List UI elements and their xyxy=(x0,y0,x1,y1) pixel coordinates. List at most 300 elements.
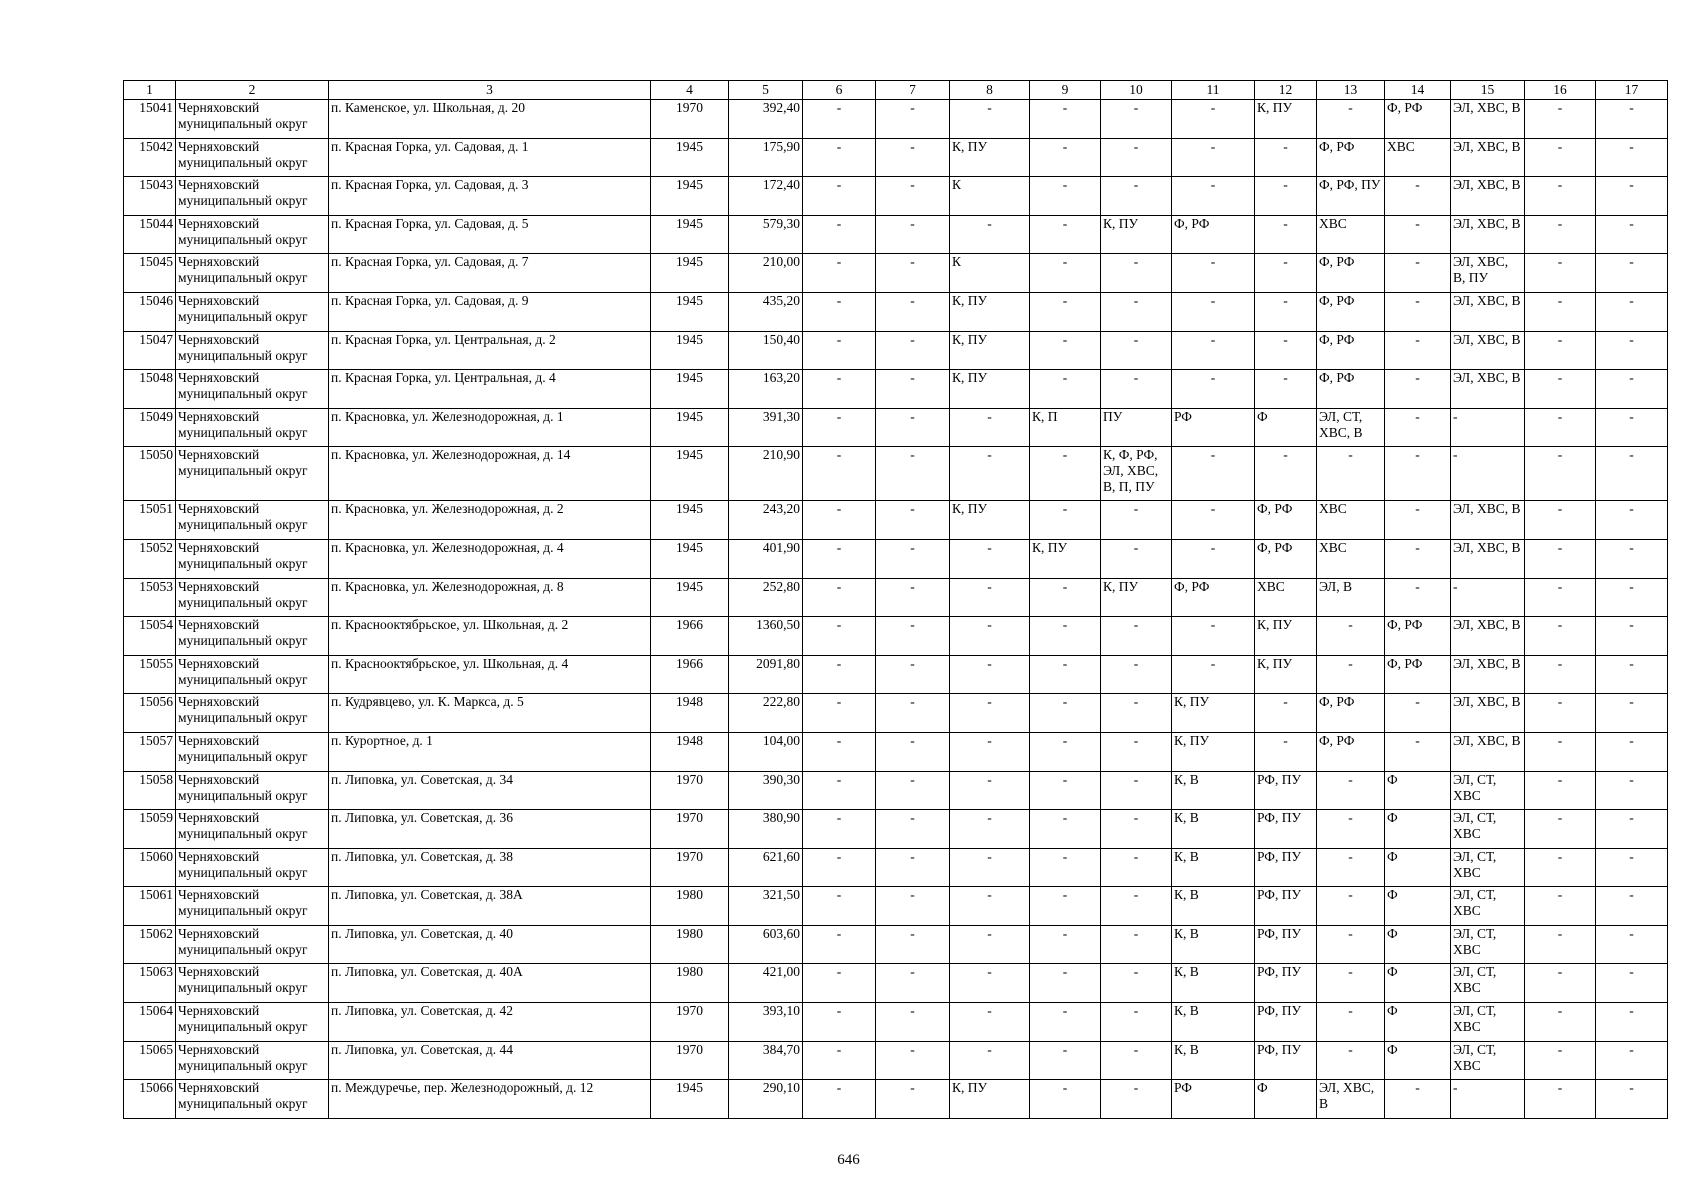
cell-municipality: Черняховский муниципальный округ xyxy=(176,1041,329,1080)
cell-col-17: - xyxy=(1596,694,1668,733)
cell-col-9: - xyxy=(1030,887,1101,926)
cell-area: 150,40 xyxy=(729,331,803,370)
cell-col-8: - xyxy=(950,578,1030,617)
cell-record-number: 15049 xyxy=(124,408,176,447)
cell-col-6: - xyxy=(803,292,876,331)
cell-col-8: - xyxy=(950,810,1030,849)
cell-area: 392,40 xyxy=(729,100,803,139)
cell-col-10: - xyxy=(1101,100,1172,139)
cell-col-14: Ф, РФ xyxy=(1385,617,1451,656)
cell-col-6: - xyxy=(803,138,876,177)
cell-col-8: К, ПУ xyxy=(950,1080,1030,1119)
cell-col-6: - xyxy=(803,964,876,1003)
cell-col-13: Ф, РФ xyxy=(1317,331,1385,370)
cell-col-15: ЭЛ, СТ, ХВС xyxy=(1451,887,1525,926)
cell-record-number: 15055 xyxy=(124,655,176,694)
cell-area: 163,20 xyxy=(729,370,803,409)
cell-address: п. Липовка, ул. Советская, д. 40 xyxy=(329,925,651,964)
cell-col-8: - xyxy=(950,408,1030,447)
cell-col-7: - xyxy=(876,1080,950,1119)
cell-col-7: - xyxy=(876,771,950,810)
cell-municipality: Черняховский муниципальный округ xyxy=(176,1080,329,1119)
cell-col-8: - xyxy=(950,887,1030,926)
cell-col-6: - xyxy=(803,539,876,578)
cell-col-12: - xyxy=(1255,138,1317,177)
cell-area: 390,30 xyxy=(729,771,803,810)
cell-build-year: 1945 xyxy=(651,177,729,216)
cell-col-17: - xyxy=(1596,655,1668,694)
cell-col-12: - xyxy=(1255,177,1317,216)
cell-area: 290,10 xyxy=(729,1080,803,1119)
cell-col-14: - xyxy=(1385,501,1451,540)
cell-record-number: 15063 xyxy=(124,964,176,1003)
cell-col-17: - xyxy=(1596,501,1668,540)
cell-col-9: - xyxy=(1030,501,1101,540)
document-table xyxy=(123,80,1668,1119)
cell-col-11: К, В xyxy=(1172,1003,1255,1042)
column-header: 8 xyxy=(950,81,1030,100)
cell-record-number: 15050 xyxy=(124,447,176,501)
cell-col-6: - xyxy=(803,100,876,139)
cell-col-7: - xyxy=(876,964,950,1003)
cell-col-12: Ф xyxy=(1255,1080,1317,1119)
cell-col-15: ЭЛ, ХВС, В xyxy=(1451,617,1525,656)
cell-municipality: Черняховский муниципальный округ xyxy=(176,887,329,926)
cell-record-number: 15045 xyxy=(124,254,176,293)
cell-col-6: - xyxy=(803,694,876,733)
cell-col-6: - xyxy=(803,447,876,501)
cell-col-17: - xyxy=(1596,617,1668,656)
cell-col-15: ЭЛ, ХВС, В xyxy=(1451,292,1525,331)
cell-record-number: 15060 xyxy=(124,848,176,887)
cell-col-14: - xyxy=(1385,732,1451,771)
cell-address: п. Липовка, ул. Советская, д. 38 xyxy=(329,848,651,887)
cell-col-13: - xyxy=(1317,925,1385,964)
cell-col-13: - xyxy=(1317,100,1385,139)
cell-col-7: - xyxy=(876,732,950,771)
cell-col-11: - xyxy=(1172,539,1255,578)
cell-col-11: - xyxy=(1172,370,1255,409)
cell-col-9: К, П xyxy=(1030,408,1101,447)
cell-col-13: Ф, РФ xyxy=(1317,694,1385,733)
cell-col-9: - xyxy=(1030,1041,1101,1080)
cell-col-17: - xyxy=(1596,925,1668,964)
cell-col-11: К, В xyxy=(1172,810,1255,849)
cell-record-number: 15051 xyxy=(124,501,176,540)
cell-address: п. Красновка, ул. Железнодорожная, д. 2 xyxy=(329,501,651,540)
cell-col-15: - xyxy=(1451,578,1525,617)
cell-col-12: - xyxy=(1255,331,1317,370)
cell-col-10: К, ПУ xyxy=(1101,578,1172,617)
cell-col-11: - xyxy=(1172,292,1255,331)
cell-address: п. Липовка, ул. Советская, д. 36 xyxy=(329,810,651,849)
cell-address: п. Красная Горка, ул. Садовая, д. 9 xyxy=(329,292,651,331)
cell-col-6: - xyxy=(803,732,876,771)
cell-col-16: - xyxy=(1525,1041,1596,1080)
cell-area: 2091,80 xyxy=(729,655,803,694)
cell-col-7: - xyxy=(876,810,950,849)
cell-build-year: 1945 xyxy=(651,578,729,617)
cell-col-11: Ф, РФ xyxy=(1172,578,1255,617)
cell-col-8: - xyxy=(950,925,1030,964)
cell-col-9: - xyxy=(1030,215,1101,254)
cell-col-6: - xyxy=(803,408,876,447)
cell-municipality: Черняховский муниципальный округ xyxy=(176,370,329,409)
table-row xyxy=(124,1003,1668,1042)
table-row xyxy=(124,331,1668,370)
cell-build-year: 1945 xyxy=(651,292,729,331)
cell-col-15: ЭЛ, СТ, ХВС xyxy=(1451,1003,1525,1042)
cell-col-14: Ф xyxy=(1385,1041,1451,1080)
cell-address: п. Красновка, ул. Железнодорожная, д. 1 xyxy=(329,408,651,447)
cell-col-6: - xyxy=(803,655,876,694)
cell-municipality: Черняховский муниципальный округ xyxy=(176,810,329,849)
cell-col-9: - xyxy=(1030,138,1101,177)
column-header: 16 xyxy=(1525,81,1596,100)
cell-municipality: Черняховский муниципальный округ xyxy=(176,1003,329,1042)
cell-col-8: - xyxy=(950,215,1030,254)
cell-build-year: 1980 xyxy=(651,887,729,926)
cell-col-16: - xyxy=(1525,848,1596,887)
table-row xyxy=(124,138,1668,177)
cell-col-11: К, В xyxy=(1172,848,1255,887)
cell-col-17: - xyxy=(1596,810,1668,849)
cell-col-12: - xyxy=(1255,732,1317,771)
cell-municipality: Черняховский муниципальный округ xyxy=(176,215,329,254)
cell-col-7: - xyxy=(876,331,950,370)
cell-address: п. Красная Горка, ул. Центральная, д. 2 xyxy=(329,331,651,370)
table-row xyxy=(124,177,1668,216)
cell-record-number: 15059 xyxy=(124,810,176,849)
cell-col-14: - xyxy=(1385,292,1451,331)
cell-col-9: - xyxy=(1030,1080,1101,1119)
cell-col-15: - xyxy=(1451,1080,1525,1119)
cell-address: п. Красная Горка, ул. Садовая, д. 3 xyxy=(329,177,651,216)
cell-municipality: Черняховский муниципальный округ xyxy=(176,578,329,617)
cell-col-16: - xyxy=(1525,215,1596,254)
cell-col-14: Ф xyxy=(1385,848,1451,887)
column-header: 6 xyxy=(803,81,876,100)
cell-col-7: - xyxy=(876,370,950,409)
table-row xyxy=(124,215,1668,254)
cell-col-10: - xyxy=(1101,1003,1172,1042)
cell-col-16: - xyxy=(1525,732,1596,771)
cell-col-17: - xyxy=(1596,138,1668,177)
cell-col-15: ЭЛ, СТ, ХВС xyxy=(1451,810,1525,849)
cell-col-17: - xyxy=(1596,1003,1668,1042)
cell-col-16: - xyxy=(1525,408,1596,447)
cell-municipality: Черняховский муниципальный округ xyxy=(176,732,329,771)
cell-col-9: - xyxy=(1030,292,1101,331)
cell-col-9: - xyxy=(1030,848,1101,887)
cell-col-11: РФ xyxy=(1172,408,1255,447)
cell-record-number: 15062 xyxy=(124,925,176,964)
cell-address: п. Липовка, ул. Советская, д. 34 xyxy=(329,771,651,810)
table-row xyxy=(124,848,1668,887)
cell-build-year: 1945 xyxy=(651,370,729,409)
column-header: 15 xyxy=(1451,81,1525,100)
cell-col-13: Ф, РФ xyxy=(1317,732,1385,771)
cell-municipality: Черняховский муниципальный округ xyxy=(176,177,329,216)
cell-municipality: Черняховский муниципальный округ xyxy=(176,447,329,501)
table-body xyxy=(124,100,1668,1119)
cell-col-12: - xyxy=(1255,370,1317,409)
cell-col-12: РФ, ПУ xyxy=(1255,964,1317,1003)
column-header: 9 xyxy=(1030,81,1101,100)
cell-col-10: - xyxy=(1101,810,1172,849)
cell-col-9: - xyxy=(1030,331,1101,370)
cell-col-13: - xyxy=(1317,1003,1385,1042)
cell-col-8: - xyxy=(950,447,1030,501)
cell-municipality: Черняховский муниципальный округ xyxy=(176,771,329,810)
cell-col-14: - xyxy=(1385,177,1451,216)
cell-col-7: - xyxy=(876,215,950,254)
table-row xyxy=(124,810,1668,849)
cell-address: п. Курортное, д. 1 xyxy=(329,732,651,771)
cell-address: п. Красная Горка, ул. Садовая, д. 5 xyxy=(329,215,651,254)
cell-address: п. Краснооктябрьское, ул. Школьная, д. 2 xyxy=(329,617,651,656)
cell-col-17: - xyxy=(1596,370,1668,409)
cell-col-16: - xyxy=(1525,887,1596,926)
cell-col-9: - xyxy=(1030,925,1101,964)
cell-col-15: ЭЛ, ХВС, В xyxy=(1451,370,1525,409)
cell-record-number: 15048 xyxy=(124,370,176,409)
cell-col-15: ЭЛ, ХВС, В xyxy=(1451,694,1525,733)
cell-col-14: ХВС xyxy=(1385,138,1451,177)
cell-col-7: - xyxy=(876,578,950,617)
cell-address: п. Липовка, ул. Советская, д. 44 xyxy=(329,1041,651,1080)
cell-col-17: - xyxy=(1596,1041,1668,1080)
cell-col-11: К, В xyxy=(1172,771,1255,810)
cell-record-number: 15061 xyxy=(124,887,176,926)
cell-col-16: - xyxy=(1525,331,1596,370)
cell-col-17: - xyxy=(1596,887,1668,926)
cell-col-8: - xyxy=(950,539,1030,578)
cell-col-9: - xyxy=(1030,177,1101,216)
cell-col-12: РФ, ПУ xyxy=(1255,848,1317,887)
cell-col-8: - xyxy=(950,848,1030,887)
cell-col-16: - xyxy=(1525,447,1596,501)
cell-col-15: ЭЛ, ХВС, В xyxy=(1451,100,1525,139)
cell-col-6: - xyxy=(803,617,876,656)
cell-col-7: - xyxy=(876,617,950,656)
cell-col-6: - xyxy=(803,578,876,617)
cell-col-8: - xyxy=(950,1041,1030,1080)
cell-col-7: - xyxy=(876,848,950,887)
table-row xyxy=(124,964,1668,1003)
cell-col-8: К, ПУ xyxy=(950,370,1030,409)
cell-col-13: - xyxy=(1317,848,1385,887)
cell-area: 435,20 xyxy=(729,292,803,331)
cell-col-11: - xyxy=(1172,447,1255,501)
cell-col-13: Ф, РФ xyxy=(1317,138,1385,177)
cell-col-10: - xyxy=(1101,617,1172,656)
cell-area: 252,80 xyxy=(729,578,803,617)
cell-record-number: 15054 xyxy=(124,617,176,656)
cell-col-9: - xyxy=(1030,694,1101,733)
cell-build-year: 1970 xyxy=(651,1003,729,1042)
cell-municipality: Черняховский муниципальный округ xyxy=(176,539,329,578)
cell-col-13: ЭЛ, В xyxy=(1317,578,1385,617)
cell-col-17: - xyxy=(1596,100,1668,139)
cell-build-year: 1970 xyxy=(651,1041,729,1080)
page-number: 646 xyxy=(837,1152,860,1168)
cell-col-14: - xyxy=(1385,1080,1451,1119)
cell-col-8: К, ПУ xyxy=(950,292,1030,331)
cell-area: 172,40 xyxy=(729,177,803,216)
cell-col-12: Ф, РФ xyxy=(1255,501,1317,540)
cell-col-14: - xyxy=(1385,578,1451,617)
cell-col-12: Ф, РФ xyxy=(1255,539,1317,578)
cell-col-6: - xyxy=(803,501,876,540)
cell-record-number: 15046 xyxy=(124,292,176,331)
cell-col-16: - xyxy=(1525,539,1596,578)
cell-col-14: - xyxy=(1385,215,1451,254)
cell-col-15: - xyxy=(1451,447,1525,501)
cell-area: 621,60 xyxy=(729,848,803,887)
cell-col-15: ЭЛ, ХВС, В xyxy=(1451,177,1525,216)
cell-col-8: - xyxy=(950,100,1030,139)
cell-col-13: ХВС xyxy=(1317,539,1385,578)
cell-col-12: РФ, ПУ xyxy=(1255,1003,1317,1042)
cell-col-7: - xyxy=(876,447,950,501)
cell-col-16: - xyxy=(1525,617,1596,656)
cell-col-12: РФ, ПУ xyxy=(1255,887,1317,926)
cell-col-12: - xyxy=(1255,292,1317,331)
cell-col-10: - xyxy=(1101,964,1172,1003)
cell-col-10: - xyxy=(1101,292,1172,331)
cell-municipality: Черняховский муниципальный округ xyxy=(176,848,329,887)
cell-col-16: - xyxy=(1525,578,1596,617)
cell-address: п. Красновка, ул. Железнодорожная, д. 8 xyxy=(329,578,651,617)
cell-col-14: - xyxy=(1385,254,1451,293)
cell-col-14: Ф xyxy=(1385,964,1451,1003)
cell-col-8: - xyxy=(950,1003,1030,1042)
cell-col-7: - xyxy=(876,655,950,694)
cell-col-15: ЭЛ, СТ, ХВС xyxy=(1451,848,1525,887)
cell-col-16: - xyxy=(1525,964,1596,1003)
cell-col-10: - xyxy=(1101,732,1172,771)
cell-address: п. Междуречье, пер. Железнодорожный, д. 12 xyxy=(329,1080,651,1119)
cell-col-10: - xyxy=(1101,925,1172,964)
cell-address: п. Красная Горка, ул. Центральная, д. 4 xyxy=(329,370,651,409)
cell-col-7: - xyxy=(876,925,950,964)
cell-municipality: Черняховский муниципальный округ xyxy=(176,254,329,293)
table-row xyxy=(124,447,1668,501)
cell-col-12: Ф xyxy=(1255,408,1317,447)
cell-col-6: - xyxy=(803,331,876,370)
header-row xyxy=(124,81,1668,100)
cell-col-13: - xyxy=(1317,810,1385,849)
cell-col-12: К, ПУ xyxy=(1255,655,1317,694)
cell-col-17: - xyxy=(1596,254,1668,293)
cell-col-14: - xyxy=(1385,408,1451,447)
cell-col-15: ЭЛ, ХВС, В xyxy=(1451,215,1525,254)
cell-col-15: ЭЛ, СТ, ХВС xyxy=(1451,1041,1525,1080)
cell-col-7: - xyxy=(876,292,950,331)
cell-col-9: - xyxy=(1030,447,1101,501)
cell-col-9: - xyxy=(1030,100,1101,139)
cell-col-13: - xyxy=(1317,1041,1385,1080)
column-header: 7 xyxy=(876,81,950,100)
cell-col-11: - xyxy=(1172,655,1255,694)
cell-col-13: - xyxy=(1317,964,1385,1003)
cell-col-6: - xyxy=(803,810,876,849)
cell-col-6: - xyxy=(803,887,876,926)
cell-col-14: Ф, РФ xyxy=(1385,655,1451,694)
cell-col-14: Ф xyxy=(1385,810,1451,849)
cell-col-11: - xyxy=(1172,331,1255,370)
cell-col-17: - xyxy=(1596,292,1668,331)
cell-col-16: - xyxy=(1525,177,1596,216)
cell-address: п. Липовка, ул. Советская, д. 40А xyxy=(329,964,651,1003)
cell-record-number: 15056 xyxy=(124,694,176,733)
column-header: 4 xyxy=(651,81,729,100)
table-row xyxy=(124,254,1668,293)
cell-col-14: - xyxy=(1385,694,1451,733)
cell-area: 393,10 xyxy=(729,1003,803,1042)
cell-col-10: - xyxy=(1101,655,1172,694)
cell-col-17: - xyxy=(1596,732,1668,771)
cell-col-9: К, ПУ xyxy=(1030,539,1101,578)
column-header: 11 xyxy=(1172,81,1255,100)
cell-col-11: - xyxy=(1172,617,1255,656)
table-row xyxy=(124,370,1668,409)
cell-col-11: Ф, РФ xyxy=(1172,215,1255,254)
table-row xyxy=(124,1041,1668,1080)
cell-build-year: 1966 xyxy=(651,655,729,694)
column-header: 14 xyxy=(1385,81,1451,100)
cell-municipality: Черняховский муниципальный округ xyxy=(176,655,329,694)
table-row xyxy=(124,655,1668,694)
cell-municipality: Черняховский муниципальный округ xyxy=(176,292,329,331)
cell-col-12: К, ПУ xyxy=(1255,100,1317,139)
cell-col-10: - xyxy=(1101,370,1172,409)
column-header: 1 xyxy=(124,81,176,100)
cell-municipality: Черняховский муниципальный округ xyxy=(176,694,329,733)
cell-col-15: ЭЛ, СТ, ХВС xyxy=(1451,964,1525,1003)
cell-record-number: 15064 xyxy=(124,1003,176,1042)
cell-area: 421,00 xyxy=(729,964,803,1003)
cell-col-14: - xyxy=(1385,539,1451,578)
cell-col-10: - xyxy=(1101,848,1172,887)
cell-col-15: ЭЛ, ХВС, В xyxy=(1451,138,1525,177)
cell-col-11: - xyxy=(1172,501,1255,540)
cell-col-6: - xyxy=(803,771,876,810)
cell-area: 222,80 xyxy=(729,694,803,733)
cell-col-7: - xyxy=(876,501,950,540)
cell-build-year: 1945 xyxy=(651,447,729,501)
cell-col-7: - xyxy=(876,177,950,216)
cell-col-15: ЭЛ, ХВС, В xyxy=(1451,501,1525,540)
cell-col-11: К, В xyxy=(1172,925,1255,964)
cell-col-9: - xyxy=(1030,578,1101,617)
cell-area: 380,90 xyxy=(729,810,803,849)
cell-col-13: Ф, РФ xyxy=(1317,370,1385,409)
cell-col-16: - xyxy=(1525,655,1596,694)
cell-col-10: - xyxy=(1101,1041,1172,1080)
cell-col-15: ЭЛ, ХВС, В xyxy=(1451,655,1525,694)
cell-col-8: - xyxy=(950,964,1030,1003)
cell-record-number: 15042 xyxy=(124,138,176,177)
cell-col-13: - xyxy=(1317,655,1385,694)
cell-col-10: - xyxy=(1101,501,1172,540)
cell-area: 603,60 xyxy=(729,925,803,964)
cell-col-16: - xyxy=(1525,925,1596,964)
cell-area: 104,00 xyxy=(729,732,803,771)
cell-col-9: - xyxy=(1030,810,1101,849)
cell-build-year: 1970 xyxy=(651,810,729,849)
